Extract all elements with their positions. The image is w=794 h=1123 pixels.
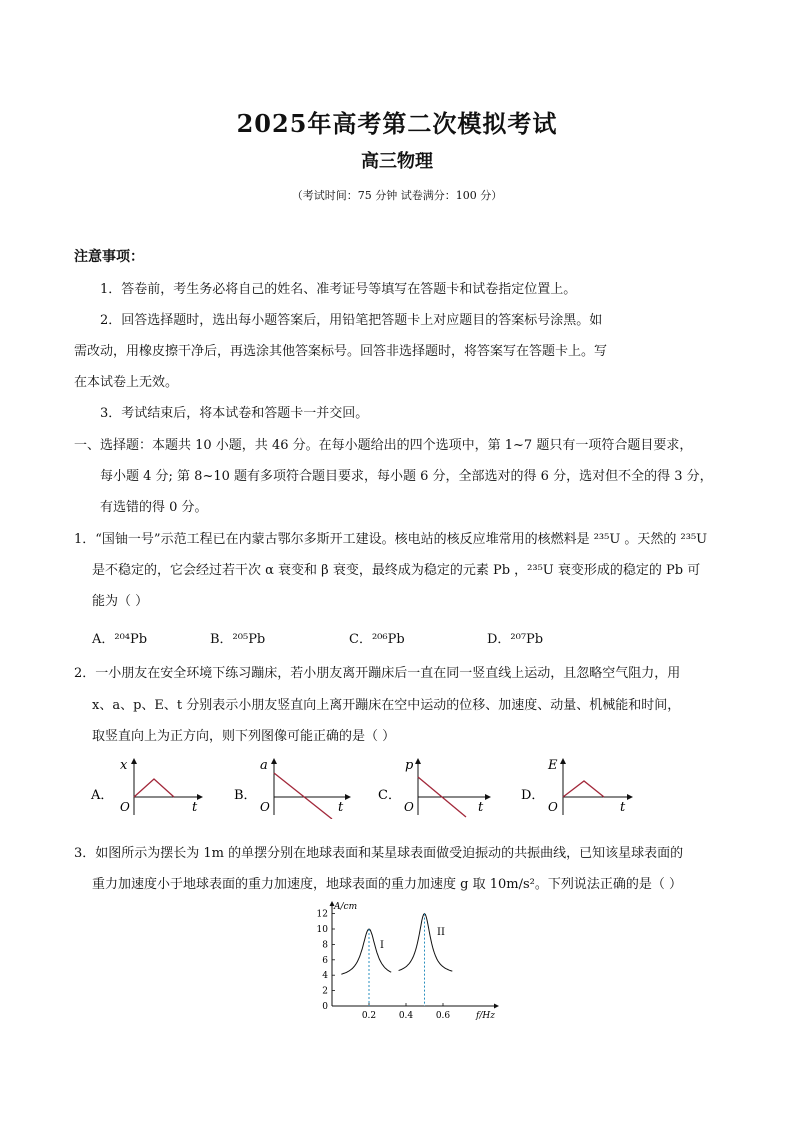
graph-b-curve: [274, 773, 332, 819]
notice-item-1: 1．答卷前，考生务必将自己的姓名、准考证号等填写在答题卡和试卷指定位置上。: [100, 282, 577, 297]
exam-title: 2025年高考第二次模拟考试: [236, 109, 558, 138]
q1-line-2: 是不稳定的，它会经过若干次 α 衰变和 β 衰变，最终成为稳定的元素 Pb ，²³⁵U 衰变形成的稳定的 Pb 可: [92, 563, 701, 578]
graph-a-label: A．: [91, 788, 114, 803]
graph-d-label: D．: [521, 788, 545, 803]
x-tick-label: 0.2: [361, 1011, 377, 1021]
graph-c-origin: O: [404, 800, 414, 814]
q1-option-b: B．²⁰⁵Pb: [210, 632, 266, 647]
graph-d-curve: [563, 781, 604, 797]
y-tick-label: 2: [322, 986, 328, 997]
notice-item-2-line-3: 在本试卷上无效。: [74, 375, 179, 390]
q1-option-a: A．²⁰⁴Pb: [92, 632, 148, 647]
graph-c-xaxis: t: [478, 800, 484, 815]
graph-c: [378, 758, 490, 817]
section1-line-1: 一、选择题：本题共 10 小题，共 46 分。在每小题给出的四个选项中，第 1~7 题只有一项符合题目要求，: [74, 438, 693, 453]
q1-line-1: 1．“国铀一号”示范工程已在内蒙古鄂尔多斯开工建设。核电站的核反应堆常用的核燃料是 ²³⁵U 。天然的 ²³⁵U: [74, 532, 708, 547]
q2-line-2: x、a、p、E、t 分别表示小朋友竖直向上离开蹦床在空中运动的位移、加速度、动量、机械能和时间，: [92, 698, 681, 713]
graph-c-label: C．: [378, 788, 401, 803]
graph-a: [90, 758, 202, 815]
graph-d: [521, 758, 632, 815]
graph-b-origin: O: [260, 800, 270, 814]
q2-line-3: 取竖直向上为正方向，则下列图像可能正确的是（ ）: [92, 729, 396, 744]
y-tick-label: 8: [322, 940, 328, 951]
graph-b-xaxis: t: [338, 800, 344, 815]
q3-line-1: 3．如图所示为摆长为 1m 的单摆分别在地球表面和某星球表面做受迫振动的共振曲线，已知该星球表面的: [74, 846, 684, 861]
q1-option-d: D．²⁰⁷Pb: [487, 632, 544, 647]
section1-line-3: 有选错的得 0 分。: [100, 500, 208, 515]
graph-b: [234, 758, 350, 819]
q3-line-2: 重力加速度小于地球表面的重力加速度，地球表面的重力加速度 g 取 10m/s²。下列说法正确的是（ ）: [92, 877, 682, 892]
section1-line-2: 每小题 4 分; 第 8~10 题有多项符合题目要求，每小题 6 分，全部选对的得 6 分，选对但不全的得 3 分，: [100, 469, 713, 484]
y-tick-label: 4: [322, 971, 328, 982]
graph-c-yaxis: p: [405, 758, 414, 773]
exam-info: （考试时间：75 分钟 试卷满分：100 分）: [291, 189, 503, 202]
graph-b-yaxis: a: [260, 758, 268, 773]
curve-label-i: I: [380, 940, 384, 951]
graph-a-origin: O: [120, 800, 130, 814]
q2-line-1: 2．一小朋友在安全环境下练习蹦床，若小朋友离开蹦床后一直在同一竖直线上运动，且忽略空气阻力，用: [74, 666, 681, 681]
exam-subtitle: 高三物理: [361, 151, 433, 172]
x-tick-label: 0.4: [398, 1011, 414, 1021]
notice-heading: 注意事项：: [74, 249, 144, 265]
notice-item-3: 3．考试结束后，将本试卷和答题卡一并交回。: [100, 406, 369, 421]
x-tick-label: 0.6: [435, 1011, 451, 1021]
graph-a-xaxis: t: [192, 800, 198, 815]
q1-option-c: C．²⁰⁶Pb: [349, 632, 405, 647]
resonance-curve-ii: [399, 914, 453, 972]
q2-graphs: [88, 755, 688, 819]
resonance-curve-i: [341, 929, 391, 974]
y-tick-label: 0: [322, 1002, 328, 1012]
y-tick-label: 12: [316, 909, 328, 920]
notice-item-2-line-2: 需改动，用橡皮擦干净后，再选涂其他答案标号。回答非选择题时，将答案写在答题卡上。写: [74, 344, 608, 359]
curve-label-ii: II: [437, 927, 445, 938]
y-tick-label: 6: [322, 955, 328, 966]
graph-d-yaxis: E: [548, 758, 558, 773]
chart-ylabel: A/cm: [334, 902, 358, 912]
resonance-chart: [300, 900, 510, 1022]
graph-d-origin: O: [548, 800, 558, 814]
y-tick-label: 10: [316, 925, 328, 935]
q1-line-3: 能为（ ）: [92, 594, 149, 609]
graph-a-curve: [134, 779, 174, 797]
graph-a-yaxis: x: [120, 758, 128, 773]
notice-item-2-line-1: 2．回答选择题时，选出每小题答案后，用铅笔把答题卡上对应题目的答案标号涂黑。如: [100, 313, 603, 328]
graph-d-xaxis: t: [620, 800, 626, 815]
graph-b-label: B．: [234, 788, 257, 803]
chart-xlabel: f/Hz: [476, 1011, 495, 1021]
